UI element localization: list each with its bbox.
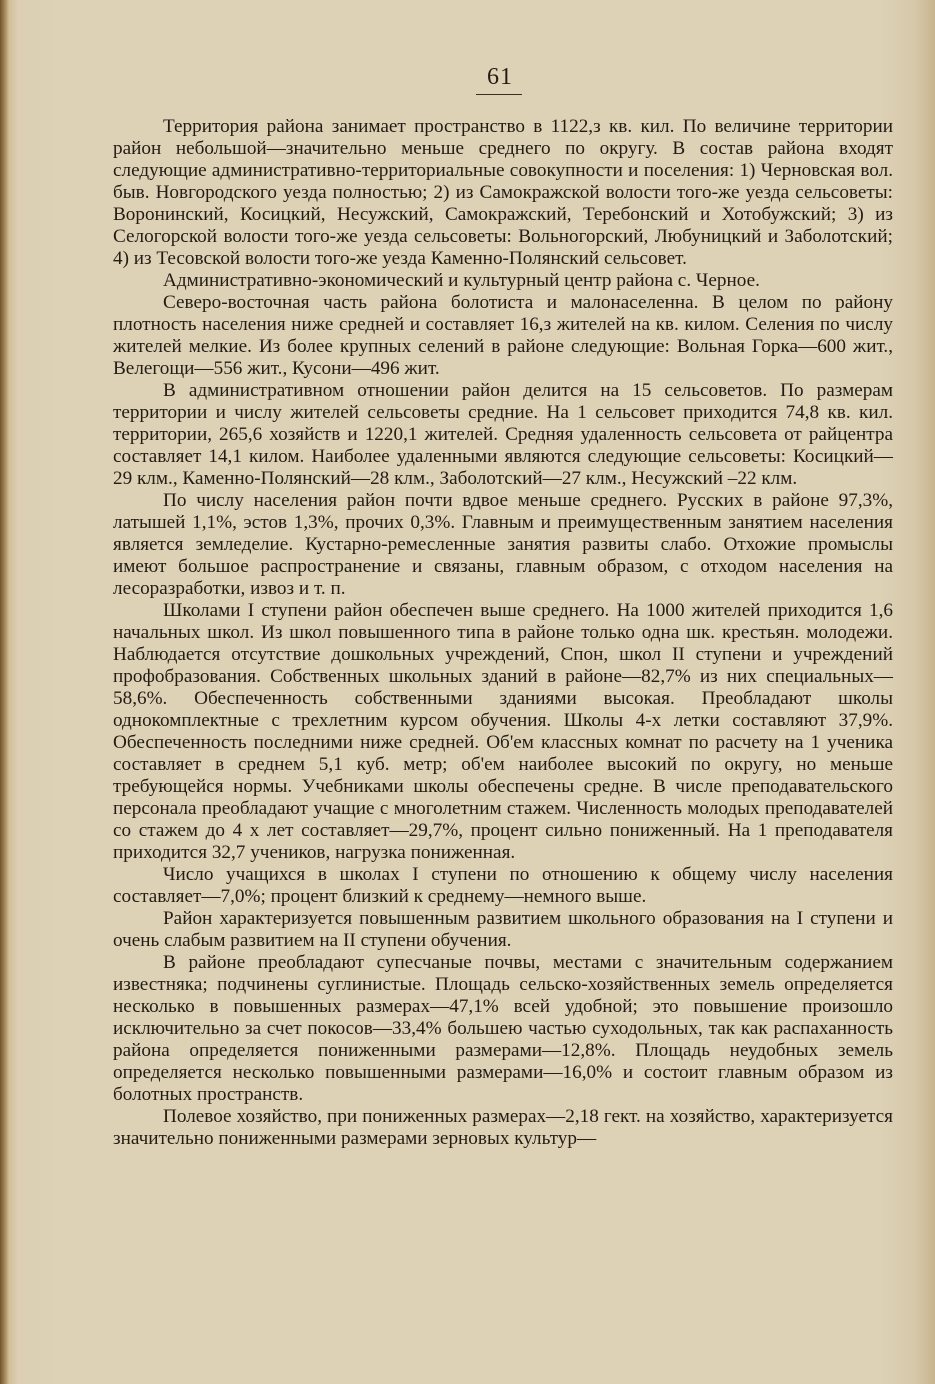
body-text (113, 116, 893, 1150)
page-number-underline (476, 94, 522, 95)
paragraph-administrative-division: В административном отношении район делится на 15 сельсоветов. По размерам территории и числу жителей сельсоветы средние. На 1 сельсовет приходится 74,8 кв. кил. территории, 265,6 хозяйств и 1220,1 жителей. Средняя удаленность сельсовета от райцентра составляет 14,1 килом. Наиболее удаленными являются следующие сельсоветы: Косицкий—29 клм., Каменно-Полянский—28 клм., Заболотский—27 клм., Несужский –22 клм. (113, 380, 893, 489)
page-spine-edge (0, 0, 9, 1384)
paragraph-soils: В районе преобладают супесчаные почвы, местами с значительным содержанием известняка; подчинены суглинистые. Площадь сельско-хозяйственных земель определяется несколько в повышенных размерах—47,1% всей удобной; это повышение произошло исключительно за счет покосов—33,4% большею частью суходольных, так как распаханность района определяется пониженными размерами—12,8%. Площадь неудобных земель определяется несколько повышенными размерами—16,0% и состоит главным образом из болотных пространств. (113, 952, 893, 1105)
paragraph-pupils: Число учащихся в школах I ступени по отношению к общему числу населения составляет—7,0%; процент близкий к среднему—немного выше. (113, 864, 893, 907)
paragraph-territory: Территория района занимает пространство в 1122,з кв. кил. По величине территории район небольшой—значительно меньше среднего по округу. В состав района входят следующие административно-территориальные совокупности и поселения: 1) Черновская вол. быв. Новгородского уезда полностью; 2) из Самокражской волости того-же уезда сельсоветы: Воронинский, Косицкий, Несужский, Самокражский, Теребонский и Хотобужский; 3) из Селогорской волости того-же уезда сельсоветы: Вольногорский, Любуницкий и Заболотский; 4) из Тесовской волости того-же уезда Каменно-Полянский сельсовет. (113, 116, 893, 269)
page-number: 61 (487, 64, 513, 90)
paragraph-education-summary: Район характеризуется повышенным развитием школьного образования на I ступени и очень слабым развитием на II ступени обучения. (113, 908, 893, 951)
paragraph-population-density: Северо-восточная часть района болотиста и малонаселенна. В целом по району плотность населения ниже средней и составляет 16,з жителей на кв. килом. Селения по числу жителей мелкие. Из более крупных селений в районе следующие: Вольная Горка—600 жит., Велегощи—556 жит., Кусони—496 жит. (113, 292, 893, 379)
paragraph-population: По числу населения район почти вдвое меньше среднего. Русских в районе 97,3%, латышей 1,1%, эстов 1,3%, прочих 0,3%. Главным и преимущественным занятием населения является земледелие. Кустарно-ремесленные занятия развиты слабо. Отхожие промыслы имеют большое распространение и связаны, главным образом, с отходом населения на лесоразработки, извоз и т. п. (113, 490, 893, 599)
paragraph-schools: Школами I ступени район обеспечен выше среднего. На 1000 жителей приходится 1,6 начальных школ. Из школ повышенного типа в районе только одна шк. крестьян. молодежи. Наблюдается отсутствие дошкольных учреждений, Спон, школ II ступени и учреждений профобразования. Собственных школьных зданий в районе—82,7% из них специальных—58,6%. Обеспеченность собственными зданиями высокая. Преобладают школы однокомплектные с трехлетним курсом обучения. Школы 4-х летки составляют 37,9%. Обеспеченность последними ниже средней. Об'ем классных комнат по расчету на 1 ученика составляет в среднем 5,1 куб. метр; об'ем наиболее высокий по округу, но меньше требующейся нормы. Учебниками школы обеспечены средне. В числе преподавательского персонала преобладают учащие с многолетним стажем. Численность молодых преподавателей со стажем до 4 х лет составляет—29,7%, процент сильно пониженный. На 1 преподавателя приходится 32,7 учеников, нагрузка пониженная. (113, 600, 893, 863)
paragraph-field-farming: Полевое хозяйство, при пониженных размерах—2,18 гект. на хозяйство, характеризуется значительно пониженными размерами зерновых культур— (113, 1106, 893, 1149)
paragraph-center: Административно-экономический и культурный центр района с. Черное. (163, 270, 760, 291)
